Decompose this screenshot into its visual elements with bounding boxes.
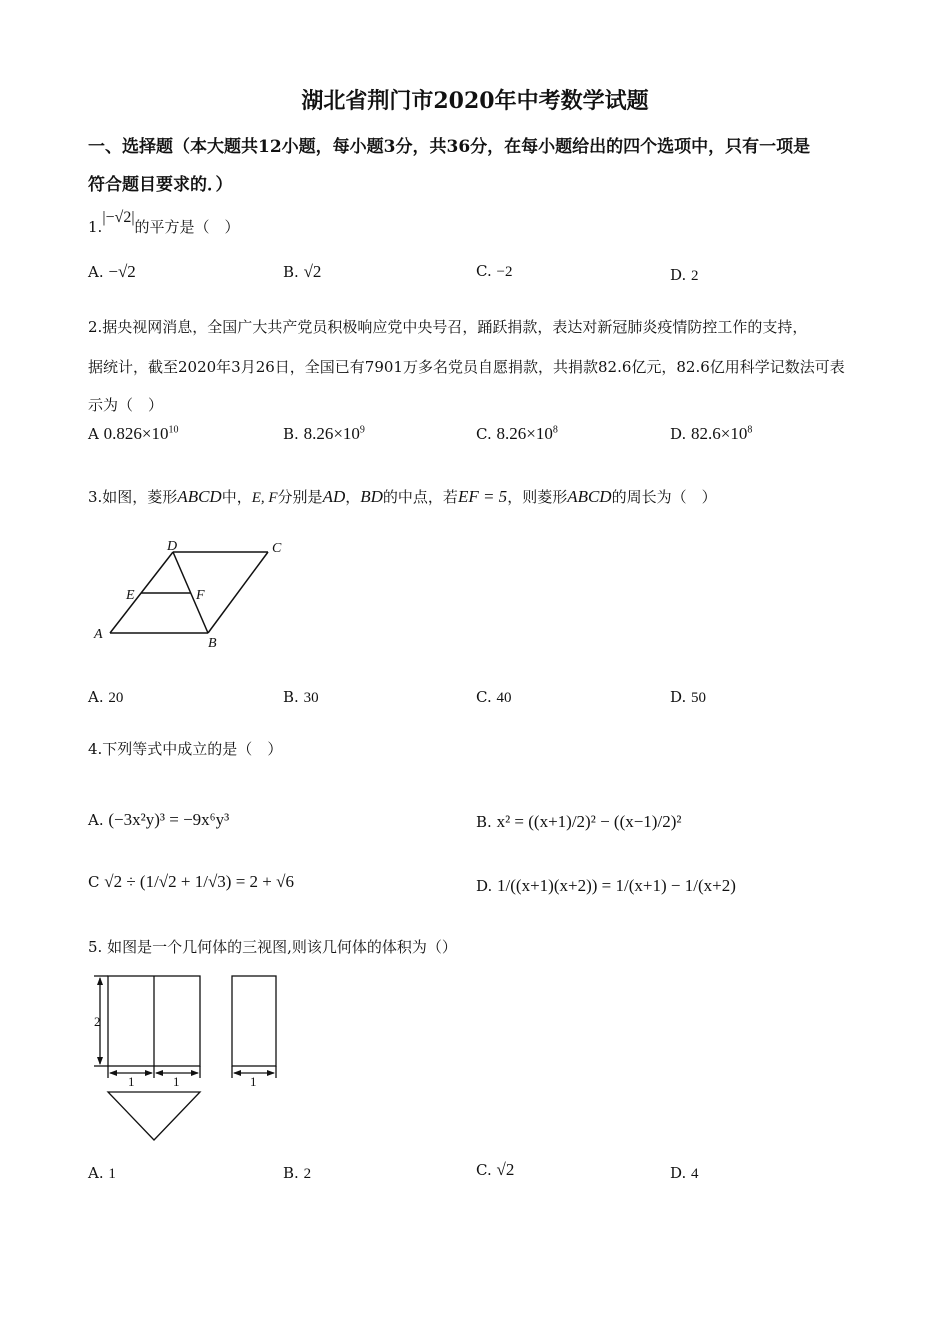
side-view bbox=[232, 976, 276, 1066]
q4-option-b[interactable]: B. x² = ((x+1)/2)² − ((x−1)/2)² bbox=[476, 812, 682, 831]
q5-option-c[interactable]: C. √2 bbox=[476, 1160, 515, 1179]
question-1 bbox=[88, 209, 240, 237]
question-4: 4.下列等式中成立的是（ ） bbox=[88, 740, 283, 758]
q2-option-b[interactable]: B. $8.26\times 10^9$ bbox=[283, 424, 365, 443]
question-3: 3.如图，菱形ABCD中，E, F分别是AD，BD的中点，若EF = 5，则菱形ABCD的周长为（ ） bbox=[88, 487, 717, 506]
question-number: 1. bbox=[88, 218, 103, 236]
page-title: 湖北省荆门市2020年中考数学试题 bbox=[301, 88, 649, 114]
question-2-line2: 据统计，截至2020年3月26日，全国已有7901万多名党员自愿捐款，共捐款82.6亿元，82.6亿用科学记数法可表 bbox=[88, 358, 845, 376]
q1-option-b[interactable]: B. √2 bbox=[283, 262, 322, 281]
q5-option-a[interactable]: A. 1 bbox=[88, 1164, 116, 1182]
section-heading-line1: 一、选择题（本大题共12小题，每小题3分，共36分，在每小题给出的四个选项中，只有一项是 bbox=[88, 137, 811, 157]
q2-option-d[interactable]: D. $82.6\times 10^8$ bbox=[670, 424, 753, 443]
q3-option-b[interactable]: B. 30 bbox=[283, 688, 319, 706]
q3-option-d[interactable]: D. 50 bbox=[670, 688, 707, 706]
q5-option-b[interactable]: B. 2 bbox=[283, 1164, 312, 1182]
top-view bbox=[108, 1092, 200, 1140]
height-label: 2 bbox=[94, 1014, 101, 1029]
q5-option-d[interactable]: D. 4 bbox=[670, 1164, 699, 1182]
width2-label: 1 bbox=[173, 1074, 180, 1089]
label-E: E bbox=[126, 588, 135, 603]
q2-option-a[interactable]: A $0.826\times 10^{10}$ bbox=[88, 424, 179, 443]
label-C: C bbox=[272, 541, 282, 556]
question-2-line1: 2.据央视网消息，全国广大共产党员积极响应党中央号召，踊跃捐款，表达对新冠肺炎疫情防控工作的支持， bbox=[88, 318, 808, 336]
label-A: A bbox=[94, 627, 103, 642]
question-2-line3: 示为（ ） bbox=[88, 396, 164, 414]
q3-option-a[interactable]: A. 20 bbox=[88, 688, 124, 706]
side-CB bbox=[208, 552, 268, 633]
label-F: F bbox=[196, 588, 205, 603]
rhombus-figure bbox=[80, 530, 300, 655]
q4-option-d[interactable]: D. 1/((x+1)(x+2)) = 1/(x+1) − 1/(x+2) bbox=[476, 876, 736, 895]
side-width-label: 1 bbox=[250, 1074, 257, 1089]
q4-option-a[interactable]: A. (−3x²y)³ = −9x⁶y³ bbox=[88, 810, 230, 829]
q4-option-c[interactable]: C √2 ÷ (1/√2 + 1/√3) = 2 + √6 bbox=[88, 872, 294, 891]
three-views-figure bbox=[84, 966, 294, 1146]
label-B: B bbox=[208, 636, 217, 651]
section-heading-line2: 符合题目要求的．） bbox=[88, 175, 233, 195]
q1-option-c[interactable]: C. −2 bbox=[476, 262, 513, 280]
q1-option-d[interactable]: D. 2 bbox=[670, 266, 699, 284]
question-stem: 的平方是（ ） bbox=[134, 218, 240, 236]
abs-sqrt-expression: |−√2| bbox=[102, 209, 135, 226]
q1-option-a[interactable]: A. −√2 bbox=[88, 262, 136, 281]
width1-label: 1 bbox=[128, 1074, 135, 1089]
question-5: 5. 如图是一个几何体的三视图,则该几何体的体积为（） bbox=[88, 938, 457, 956]
label-D: D bbox=[167, 539, 178, 554]
q2-option-c[interactable]: C. $8.26\times 10^8$ bbox=[476, 424, 558, 443]
q3-option-c[interactable]: C. 40 bbox=[476, 688, 512, 706]
